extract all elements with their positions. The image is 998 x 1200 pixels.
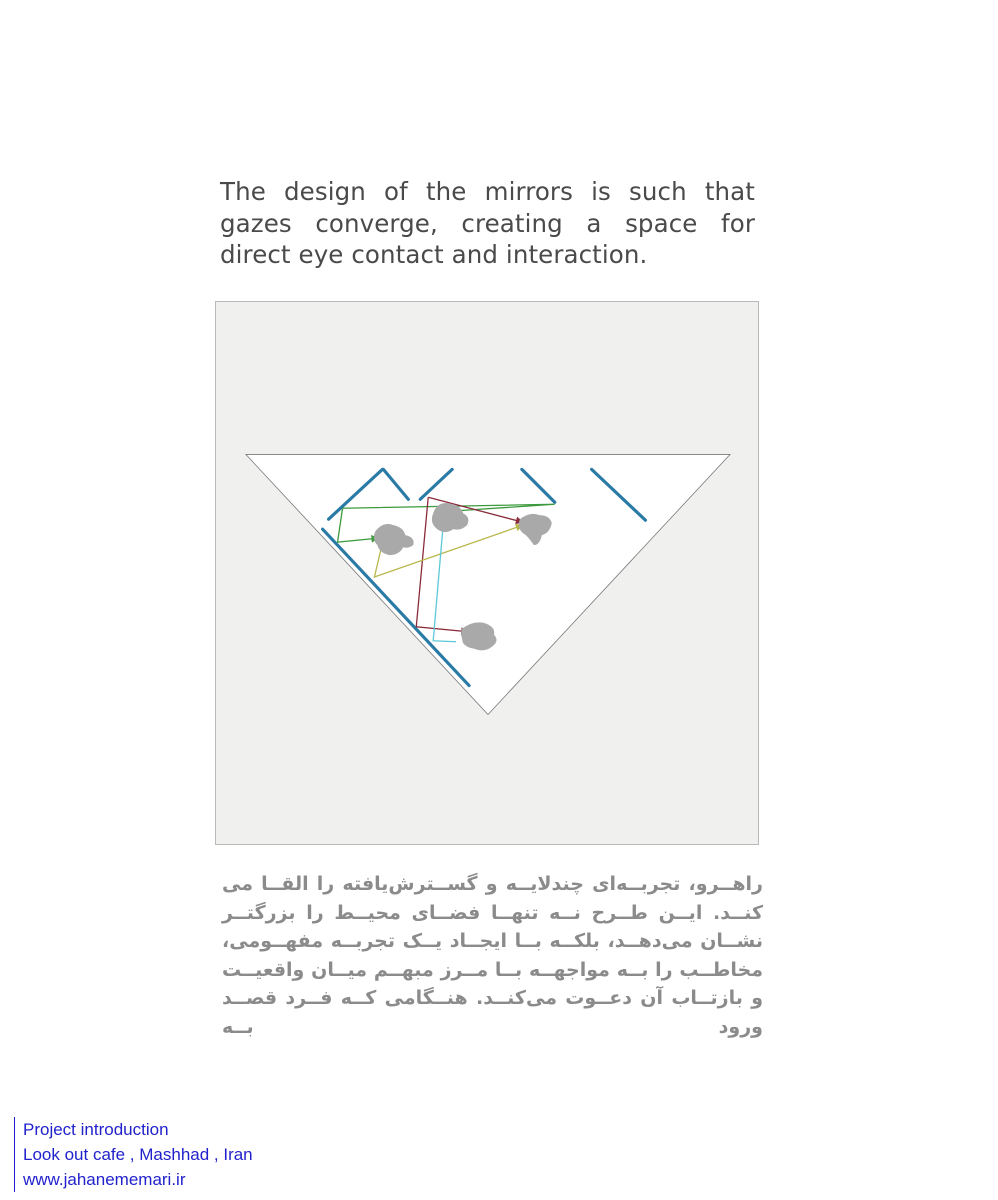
- mirror-diagram: [216, 302, 758, 844]
- mirror-diagram-panel: [215, 301, 759, 845]
- persian-caption: راهــرو، تجربــه‌ای چندلایــه و گســترش‌یافته را القــا می کنــد. ایــن طــرح نــه تنهــا فضــای محیــط را بزرگتــر نشــان می‌دهــد، بلکــه بــا ایجــاد یــک تجربــه مفهــومی، مخاطــب را بــه مواجهــه بــا مــرز مبهــم میــان واقعیــت و بازتــاب آن دعــوت می‌کنــد. هنــگامی کــه فــرد قصــد ورود بــه: [222, 873, 763, 1038]
- person-figure: [461, 622, 496, 650]
- footer-project-intro: Project introduction: [23, 1120, 169, 1139]
- plan-outline: [246, 454, 730, 714]
- footer-project-location: Look out cafe , Mashhad , Iran: [23, 1145, 253, 1164]
- footer-info: [14, 1117, 253, 1192]
- english-caption: The design of the mirrors is such that gazes converge, creating a space for direct eye contact and interaction.: [220, 177, 755, 269]
- footer-website[interactable]: www.jahanememari.ir: [23, 1170, 186, 1189]
